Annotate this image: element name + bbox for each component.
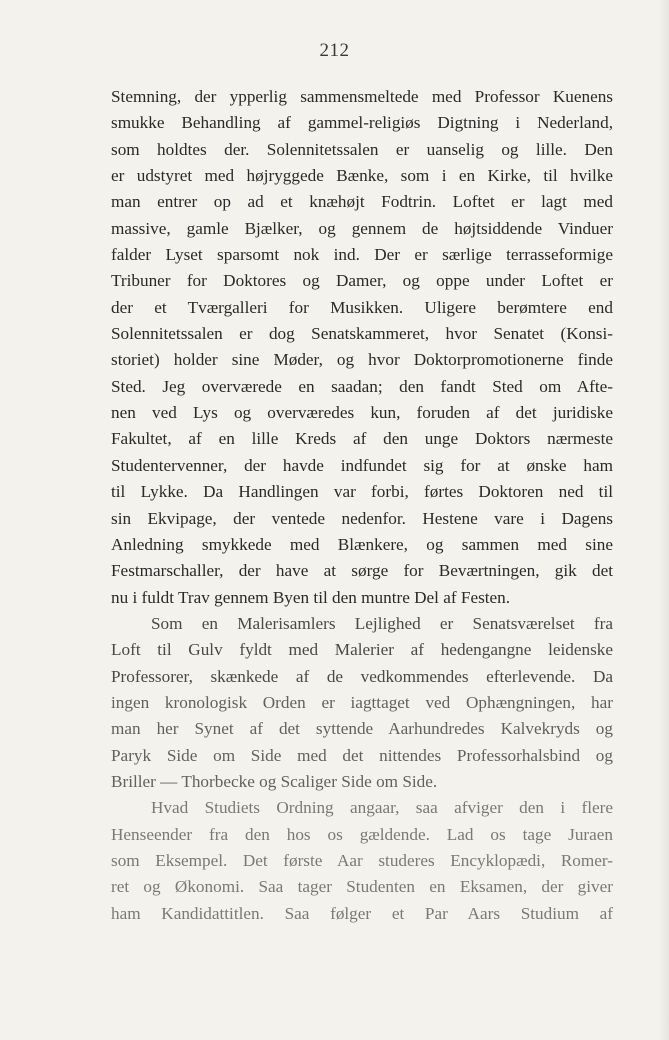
page-number: 212	[319, 40, 350, 61]
text-line: ingen kronologisk Orden er iagttaget ved Ophængningen, har	[111, 692, 613, 712]
text-line: Tribuner for Doktores og Damer, og oppe under Loftet er	[111, 271, 613, 291]
text-line: som holdtes der. Solennitetssalen er uanselig og lille. Den	[111, 139, 613, 159]
text-line: storiet) holder sine Møder, og hvor Doktorpromotionerne finde	[111, 350, 613, 370]
text-line: Hvad Studiets Ordning angaar, saa afviger den i flere	[151, 798, 613, 818]
text-line: man her Synet af det syttende Aarhundredes Kalvekryds og	[111, 719, 613, 739]
text-line: til Lykke. Da Handlingen var forbi, førtes Doktoren ned til	[111, 482, 613, 502]
text-line: ret og Økonomi. Saa tager Studenten en Eksamen, der giver	[111, 877, 613, 897]
page-edge-shadow	[659, 0, 669, 1040]
text-line: der et Tværgalleri for Musikken. Uligere berømtere end	[111, 297, 613, 317]
text-line: Sted. Jeg overværede en saadan; den fandt Sted om Afte-	[111, 376, 613, 396]
text-line: Som en Malerisamlers Lejlighed er Senatsværelset fra	[151, 613, 613, 633]
text-line: falder Lyset sparsomt nok ind. Der er særlige terrasseformige	[111, 245, 613, 265]
text-line: Stemning, der ypperlig sammensmeltede med Professor Kuenens	[111, 87, 613, 106]
text-line: nen ved Lys og overværedes kun, foruden af det juridiske	[111, 403, 613, 423]
text-line: Professorer, skænkede af de vedkommendes efterlevende. Da	[111, 666, 613, 686]
text-line: smukke Behandling af gammel-religiøs Digtning i Nederland,	[111, 113, 613, 133]
text-line: Festmarschaller, der have at sørge for Beværtningen, gik det	[111, 561, 613, 581]
text-line: Fakultet, af en lille Kreds af den unge Doktors nærmeste	[111, 429, 613, 449]
text-line: man entrer op ad et knæhøjt Fodtrin. Loftet er lagt med	[111, 192, 613, 212]
text-line: Briller — Thorbecke og Scaliger Side om Side.	[111, 771, 438, 791]
text-line: massive, gamle Bjælker, og gennem de højtsiddende Vinduer	[111, 218, 613, 238]
text-line: er udstyret med højryggede Bænke, som i en Kirke, til hvilke	[111, 166, 613, 186]
text-line: sin Ekvipage, der ventede nedenfor. Hestene vare i Dagens	[111, 508, 613, 528]
text-line: ham Kandidattitlen. Saa følger et Par Aars Studium af	[111, 903, 613, 923]
text-line: Henseender fra den hos os gældende. Lad os tage Juraen	[111, 824, 613, 844]
text-line: Studentervenner, der havde indfundet sig for at ønske ham	[111, 455, 613, 475]
text-line: Anledning smykkede med Blænkere, og sammen med sine	[111, 534, 613, 554]
text-line: nu i fuldt Trav gennem Byen til den muntre Del af Festen.	[111, 587, 511, 607]
body-text	[111, 84, 613, 927]
text-line: som Eksempel. Det første Aar studeres Encyklopædi, Romer-	[111, 850, 613, 870]
text-line: Solennitetssalen er dog Senatskammeret, hvor Senatet (Konsi-	[111, 324, 613, 344]
text-line: Loft til Gulv fyldt med Malerier af hedengangne leidenske	[111, 640, 613, 660]
text-line: Paryk Side om Side med det nittendes Professorhalsbind og	[111, 745, 613, 765]
